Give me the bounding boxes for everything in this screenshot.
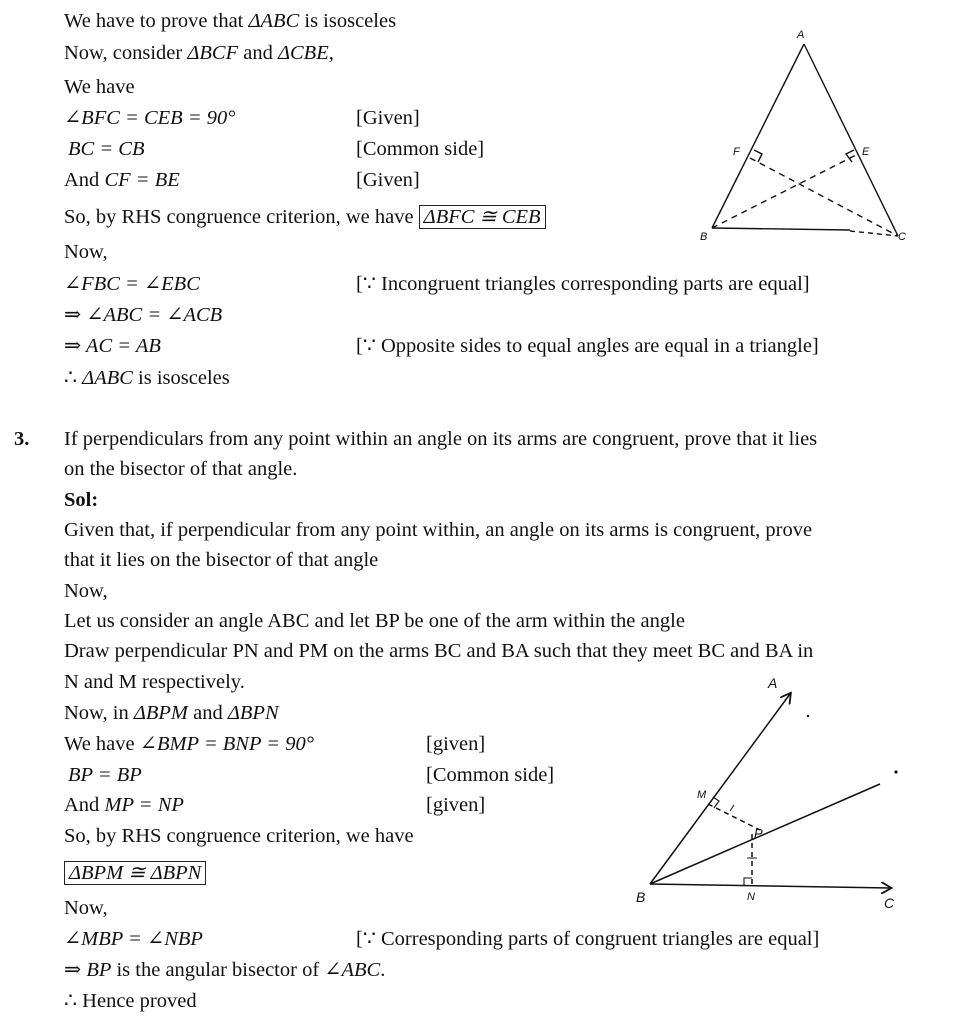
now-in-triangles (64, 700, 279, 726)
dot (807, 715, 809, 717)
label-n: N (747, 891, 755, 903)
rhs-conclusion: So, by RHS congruence criterion, we have (64, 825, 414, 847)
solution-para-3: Let us consider an angle ABC and let BP be one of the arm within the angle (64, 610, 685, 632)
statement-2: BC = CB (68, 138, 145, 160)
text: And (64, 169, 105, 191)
solution-para-5: N and M respectively. (64, 671, 245, 693)
side-ac (804, 44, 898, 236)
statement-4: ∠MBP = ∠NBP (64, 928, 203, 950)
reason-6: [∵ Opposite sides to equal angles are equal in a triangle] (356, 335, 819, 357)
text: Now, in (64, 702, 134, 724)
label-a: A (797, 29, 805, 41)
reason-1: [given] (426, 733, 486, 755)
now-label: Now, (64, 241, 108, 263)
reason-3: [Given] (356, 169, 420, 191)
math: ΔBPN (227, 702, 279, 724)
reason-2: [Common side] (356, 138, 485, 160)
now-label: Now, (64, 580, 108, 602)
side-ab (712, 44, 804, 228)
math: MP = NP (104, 794, 184, 816)
statement-5 (64, 957, 385, 983)
text: . (380, 959, 386, 981)
solution-para-4: Draw perpendicular PN and PM on the arms BC and BA such that they meet BC and BA in (64, 640, 814, 662)
statement-4: ∠FBC = ∠EBC (64, 273, 200, 295)
arm-bc (650, 884, 890, 888)
tick-pm (730, 805, 734, 811)
text: We have to prove that (64, 10, 249, 32)
math: ∠BMP = BNP = 90° (139, 733, 314, 755)
statement-2: BP = BP (68, 764, 142, 786)
side-bc (712, 228, 850, 230)
question-line-1: If perpendiculars from any point within an angle on its arms are congruent, prove that it lies (64, 428, 818, 450)
text: and (188, 702, 228, 724)
text: , (328, 42, 334, 64)
statement-1 (64, 731, 314, 757)
bisector-bp (650, 784, 880, 884)
reason-1: [Given] (356, 107, 420, 129)
arm-ba (650, 694, 790, 884)
math: ∠ABC (324, 959, 381, 981)
reason-4: [∵ Corresponding parts of congruent triangles are equal] (356, 928, 820, 950)
prove-statement (64, 8, 396, 34)
right-angle-n (744, 878, 752, 886)
label-a: A (768, 675, 778, 691)
math: ΔBCF (187, 42, 239, 64)
statement-3 (64, 167, 180, 193)
math: BP (86, 959, 112, 981)
solution-label: Sol: (64, 489, 99, 511)
text: ⇒ (64, 959, 87, 981)
solution-para-1: Given that, if perpendicular from any point within, an angle on its arms is congruent, prove (64, 519, 813, 541)
hence-proved: ∴ Hence proved (64, 990, 197, 1012)
right-angle-m (713, 797, 719, 808)
label-c: C (898, 231, 906, 243)
text: and (238, 42, 278, 64)
text: ∴ (64, 367, 83, 389)
congruence-box: ΔBPM ≅ ΔBPN (64, 861, 206, 885)
perpendicular-pm (708, 804, 760, 830)
reason-3: [given] (426, 794, 486, 816)
congruence-box: ΔBFC ≅ CEB (419, 205, 546, 229)
label-c: C (884, 895, 895, 911)
statement-3 (64, 792, 184, 818)
math: ΔABC (82, 367, 133, 389)
question-number: 3. (14, 428, 30, 450)
right-angle-e (846, 150, 854, 162)
math: CF = BE (104, 169, 180, 191)
label-e: E (862, 146, 870, 158)
altitude-cf (750, 158, 898, 236)
side-bc-dashed (850, 231, 898, 236)
label-b: B (700, 231, 708, 243)
label-f: F (733, 146, 740, 158)
right-angle-f (754, 150, 762, 162)
text: So, by RHS congruence criterion, we have (64, 206, 419, 228)
reason-2: [Common side] (426, 764, 555, 786)
statement-6: ⇒ AC = AB (64, 335, 161, 357)
text: Now, consider (64, 42, 188, 64)
math: ΔBPM (133, 702, 189, 724)
conclusion (64, 365, 230, 391)
text: We have (64, 733, 140, 755)
math: ΔABC (248, 10, 300, 32)
label-m: M (697, 789, 707, 801)
rhs-conclusion (64, 204, 546, 230)
reason-4: [∵ Incongruent triangles corresponding parts are equal] (356, 273, 810, 295)
now-label: Now, (64, 897, 108, 919)
congruence-line (64, 860, 206, 886)
consider-statement (64, 40, 334, 66)
we-have: We have (64, 76, 135, 98)
dot (894, 770, 897, 773)
label-b: B (636, 889, 646, 905)
text: is the angular bisector of (111, 959, 325, 981)
statement-5: ⇒ ∠ABC = ∠ACB (64, 304, 223, 326)
text: is isosceles (132, 367, 230, 389)
text: And (64, 794, 105, 816)
altitude-be (712, 154, 858, 228)
solution-para-2: that it lies on the bisector of that angle (64, 549, 379, 571)
label-p: P (754, 826, 763, 841)
math: ΔCBE (277, 42, 329, 64)
text: is isosceles (299, 10, 397, 32)
statement-1: ∠BFC = CEB = 90° (64, 107, 236, 129)
question-line-2: on the bisector of that angle. (64, 458, 298, 480)
